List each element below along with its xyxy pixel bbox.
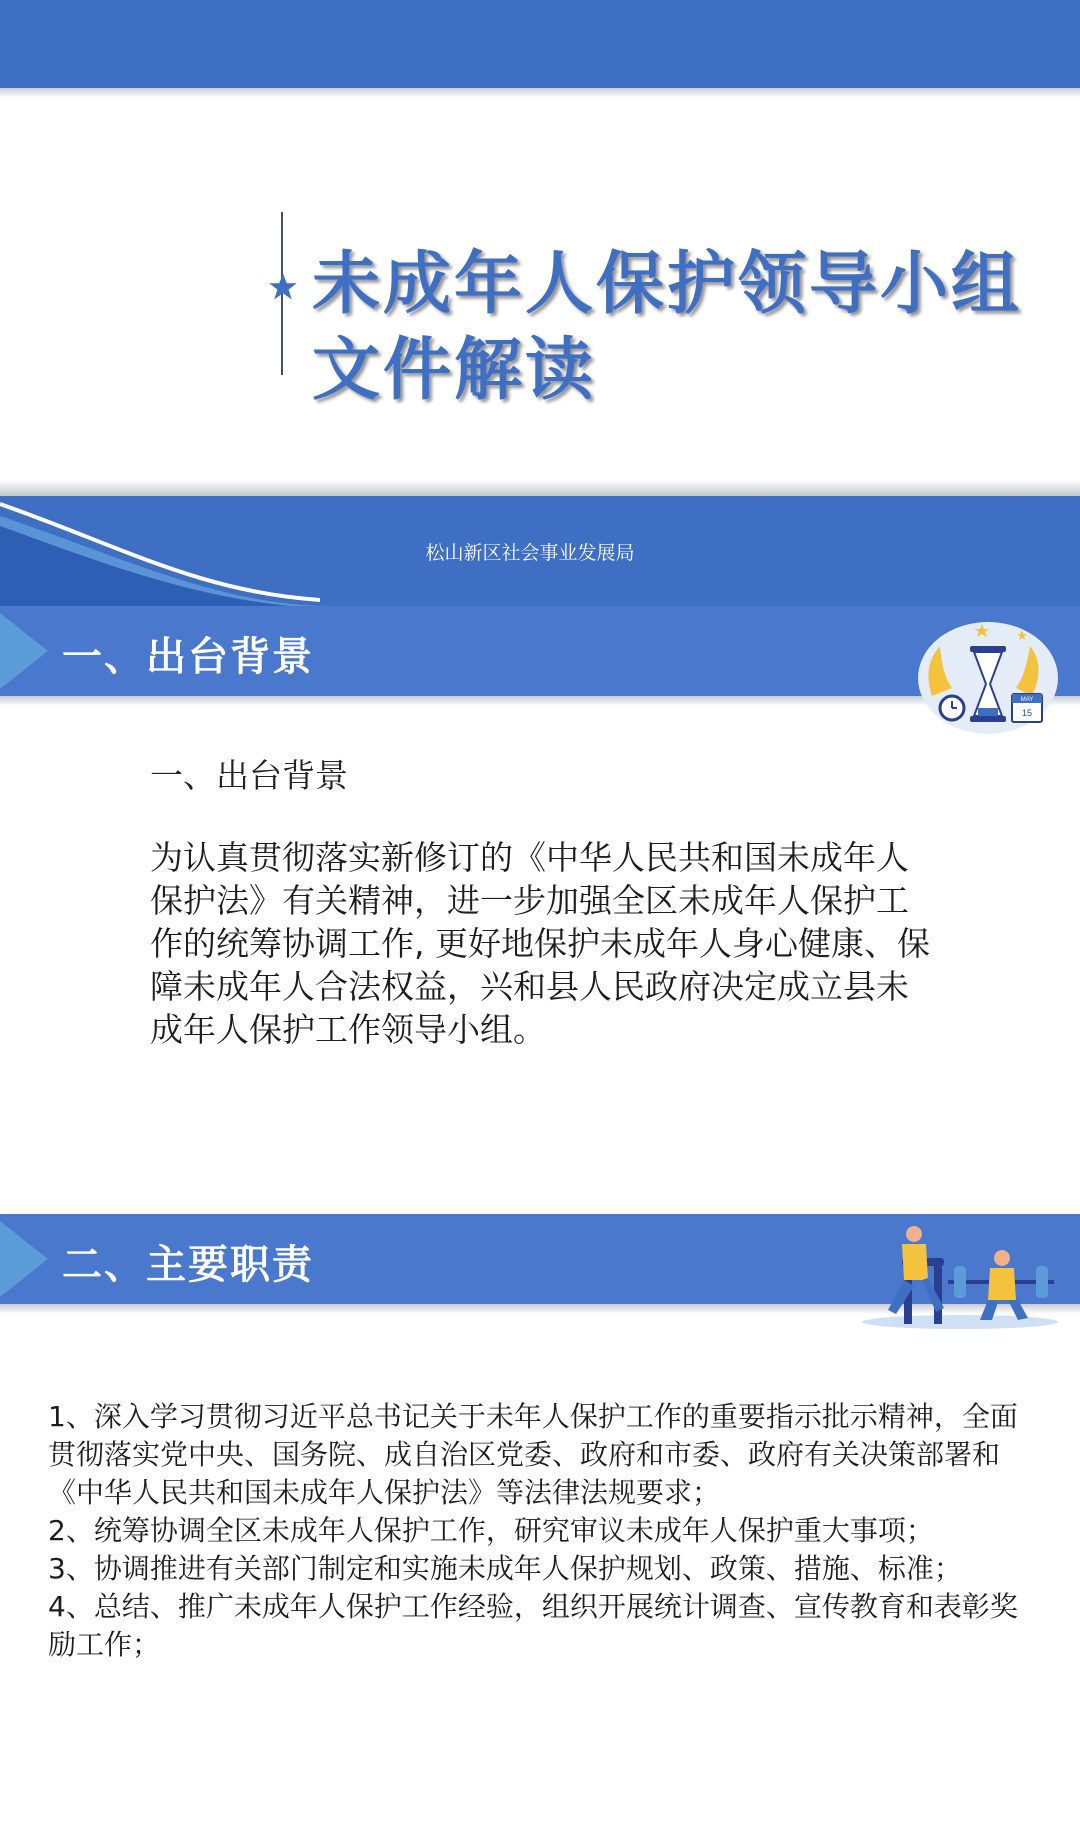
duty-item: 3、协调推进有关部门制定和实施未成年人保护规划、政策、措施、标准； (48, 1552, 962, 1585)
duty-item: 1、深入学习贯彻习近平总书记关于未年人保护工作的重要指示批示精神，全面贯彻落实党中央、国务院、成自治区党委、政府和市委、政府有关决策部署和《中华人民共和国未成年人保护法》等法律法规要求； (48, 1400, 1018, 1509)
title-section-shadow (0, 480, 1080, 496)
section-title-background: 一、出台背景 (62, 634, 314, 680)
document-title-line-1: 未成年人保护领导小组 (312, 245, 1023, 324)
background-paragraph: 为认真贯彻落实新修订的《中华人民共和国未成年人保护法》有关精神，进一步加强全区未成年人保护工作的统筹协调工作, 更好地保护未成年人身心健康、保障未成年人合法权益，兴和县人民政府决定成立县未成年人保护工作领导小组。 (150, 838, 930, 1049)
section-title-duties: 二、主要职责 (62, 1242, 314, 1288)
top-banner-shadow (0, 88, 1080, 98)
duties-list (48, 1398, 1038, 1664)
weightlifting-people-icon (858, 1222, 1060, 1330)
background-subheading: 一、出台背景 (150, 756, 348, 795)
document-title (312, 242, 1042, 414)
calendar-day: 15 (1021, 708, 1033, 718)
calendar-month: MAY (1020, 697, 1034, 703)
section-arrow-icon (0, 613, 48, 689)
org-name: 松山新区社会事业发展局 (425, 542, 635, 564)
section-arrow-icon (0, 1221, 48, 1297)
star-icon (268, 272, 298, 302)
duty-item: 4、总结、推广未成年人保护工作经验，组织开展统计调查、宣传教育和表彰奖励工作； (48, 1590, 1018, 1661)
hourglass-calendar-icon (912, 616, 1060, 738)
duty-item: 2、统筹协调全区未成年人保护工作，研究审议未成年人保护重大事项； (48, 1514, 934, 1547)
document-title-line-2: 文件解读 (312, 331, 597, 410)
top-banner (0, 0, 1080, 88)
